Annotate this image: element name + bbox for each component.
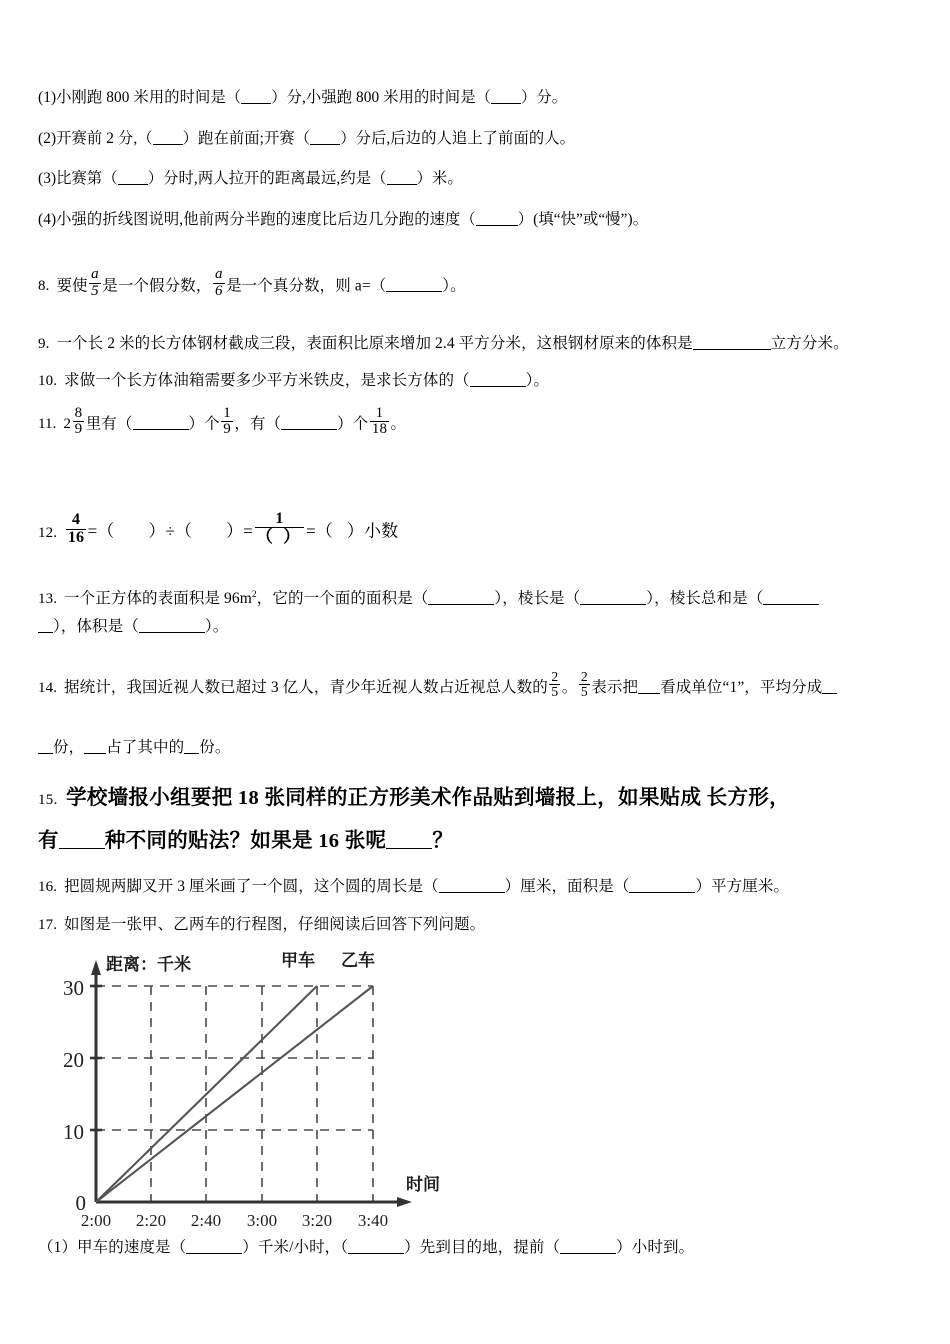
answer-blank[interactable] (139, 632, 205, 633)
answer-blank[interactable] (38, 753, 53, 754)
y-tick-label-20: 20 (63, 1047, 84, 1072)
fraction-numerator: 2 (580, 669, 588, 685)
travel-graph-figure (48, 944, 468, 1230)
mixed-number-2-8-9 (63, 406, 85, 441)
fraction-numerator: 1 (275, 510, 284, 528)
question-13-text-f: ）。 (204, 618, 229, 636)
answer-blank[interactable] (822, 693, 837, 694)
sub-question-2-text-a: (2)开赛前 2 分,（ (38, 129, 153, 147)
spacer (38, 470, 914, 514)
fraction-numerator: 1 (375, 404, 384, 421)
question-10 (38, 369, 914, 393)
question-13-text-d: ），棱长总和是（ (646, 590, 764, 608)
sub-question-3-text-a: (3)比赛第（ (38, 170, 118, 188)
question-13-text-e: ），体积是（ (53, 618, 139, 636)
question-14-separator: 。 (561, 679, 578, 697)
fraction-denominator: 6 (214, 282, 223, 299)
question-17-sub-1-text-b: ）千米/小时，（ (242, 1238, 349, 1256)
answer-blank[interactable] (310, 144, 340, 145)
answer-blank[interactable] (638, 693, 660, 694)
question-8-text-a: 要使 (56, 277, 88, 295)
question-14-text-f: 份。 (199, 739, 231, 757)
x-tick-label-2: 2:40 (190, 1210, 222, 1230)
mixed-whole-part: 2 (63, 415, 72, 432)
x-tick-label-0: 2:00 (80, 1210, 112, 1230)
question-17 (38, 913, 914, 937)
sub-question-1-text-b: ）分,小强跑 800 米用的时间是（ (271, 89, 491, 106)
question-11-text-a: 里有（ (85, 415, 133, 433)
question-12-text-b: ）÷（ (148, 521, 193, 541)
answer-blank[interactable] (763, 604, 819, 605)
fraction-a-over-6 (213, 267, 225, 299)
fraction-denominator-blank[interactable]: （ ） (255, 527, 304, 547)
sub-question-4-text-a: (4)小强的折线图说明,他前两分半跑的速度比后边几分跑的速度（ (38, 211, 476, 229)
vertical-gridlines (151, 986, 373, 1202)
sub-question-3-text-c: ）米。 (416, 170, 463, 188)
x-tick-label-4: 3:20 (301, 1210, 333, 1230)
sub-question-3 (38, 167, 914, 191)
fraction-1-over-9 (221, 406, 233, 438)
sub-question-4-text-b: ）(填“快”或“慢”)。 (517, 211, 649, 229)
x-tick-label-3: 3:00 (246, 1210, 278, 1230)
question-10-number: 10. (38, 372, 58, 389)
question-9-text-b: 立方分米。 (770, 335, 849, 353)
question-9 (38, 332, 914, 356)
horizontal-gridlines (96, 986, 373, 1130)
question-15-number: 15. (38, 792, 58, 809)
answer-blank[interactable] (186, 1253, 242, 1254)
fraction-1-over-18 (370, 406, 389, 438)
question-14-continuation (38, 736, 914, 760)
question-14-number: 14. (38, 680, 58, 697)
fraction-denominator: 5 (551, 684, 559, 700)
question-14-text-e: 占了其中的 (106, 739, 185, 757)
sub-question-1-text-a: (1)小刚跑 800 米用的时间是（ (38, 89, 242, 106)
page-content (38, 86, 914, 1274)
question-8-text-b: 是一个假分数， (102, 277, 212, 295)
fraction-numerator: 8 (74, 404, 83, 421)
question-9-number: 9. (38, 336, 50, 353)
question-10-text-b: ）。 (525, 371, 550, 389)
x-tick-label-5: 3:40 (357, 1210, 389, 1230)
question-17-sub-1-text-a: （1）甲车的速度是（ (38, 1238, 187, 1256)
answer-blank[interactable] (348, 1253, 404, 1254)
fraction-numerator: 4 (71, 511, 81, 529)
question-15-line-1: 学校墙报小组要把 18 张同样的正方形美术作品贴到墙报上，如果贴成 长方形， (66, 787, 790, 810)
x-tick-label-1: 2:20 (135, 1210, 167, 1230)
fraction-denominator: 18 (371, 420, 388, 437)
series-line-car-b (96, 986, 373, 1202)
fraction-denominator: 9 (74, 421, 83, 438)
question-14-text-b: 表示把 (591, 679, 639, 697)
x-axis-title: 时间 (406, 1174, 440, 1194)
y-tick-label-10: 10 (63, 1119, 84, 1144)
question-16-text-a: 把圆规两脚叉开 3 厘米画了一个圆，这个圆的周长是（ (64, 878, 439, 896)
question-17-sub-1-text-d: ）小时到。 (616, 1238, 695, 1256)
y-axis-title: 距离：千米 (106, 954, 191, 974)
answer-blank[interactable] (560, 1253, 616, 1254)
question-17-text: 如图是一张甲、乙两车的行程图，仔细阅读后回答下列问题。 (64, 916, 486, 934)
answer-blank[interactable] (470, 386, 526, 387)
fraction-2-over-5-first (549, 670, 560, 699)
answer-blank[interactable] (491, 103, 521, 104)
fraction-numerator: a (91, 266, 99, 283)
sub-question-1-text-c: ）分。 (520, 89, 568, 106)
fraction-numerator: 1 (223, 404, 231, 421)
answer-blank[interactable] (386, 848, 432, 849)
answer-blank[interactable] (428, 604, 494, 605)
answer-blank[interactable] (386, 291, 442, 292)
fraction-1-over-blank (255, 511, 304, 546)
answer-blank[interactable] (439, 892, 505, 893)
question-15 (38, 780, 914, 816)
question-11 (38, 404, 914, 444)
answer-blank[interactable] (84, 753, 106, 754)
sub-question-2 (38, 127, 914, 151)
travel-graph-svg (48, 944, 468, 1230)
question-16-text-b: ）厘米，面积是（ (504, 878, 630, 896)
y-tick-label-30: 30 (63, 975, 84, 1000)
fraction-denominator: 5 (580, 684, 588, 700)
question-16-text-c: ）平方厘米。 (695, 878, 790, 896)
question-11-text-c: ，有（ (234, 415, 282, 433)
question-8 (38, 266, 914, 303)
sub-question-2-text-c: ）分后,后边的人追上了前面的人。 (340, 129, 576, 147)
question-13-text-b: ，它的一个面的面积是（ (256, 590, 429, 608)
answer-blank[interactable] (629, 892, 695, 893)
question-8-number: 8. (38, 278, 50, 295)
sub-question-4 (38, 208, 914, 232)
answer-blank[interactable] (133, 429, 189, 430)
question-15-line-2 (38, 823, 914, 859)
question-13-text-a: 一个正方体的表面积是 96m (64, 590, 252, 608)
question-14 (38, 669, 914, 702)
answer-blank[interactable] (118, 184, 148, 185)
question-17-number: 17. (38, 917, 58, 934)
answer-blank[interactable] (580, 604, 646, 605)
question-12-text-a: =（ (87, 521, 115, 541)
question-12-text-c: ）= (226, 521, 253, 541)
question-12-number: 12. (38, 524, 58, 541)
fraction-a-over-5 (89, 267, 101, 299)
question-17-sub-1 (38, 1236, 914, 1260)
y-tick-label-0: 0 (75, 1190, 86, 1215)
question-13-number: 13. (38, 591, 58, 608)
question-15-text-c: ？ (432, 829, 454, 852)
fraction-denominator: 9 (223, 420, 231, 437)
series-label-car-a: 甲车 (281, 950, 315, 970)
question-9-text-a: 一个长 2 米的长方体钢材截成三段，表面积比原来增加 2.4 平方分米，这根钢材原来的体积是 (56, 335, 693, 353)
sub-question-1 (38, 86, 914, 110)
answer-blank[interactable] (281, 429, 337, 430)
fraction-8-over-9 (73, 406, 85, 438)
question-16-number: 16. (38, 879, 58, 896)
question-11-number: 11. (38, 416, 57, 433)
answer-blank[interactable] (38, 632, 53, 633)
fraction-denominator: 5 (91, 282, 99, 299)
question-8-text-c: 是一个真分数，则 a=（ (226, 277, 387, 295)
fraction-numerator: a (214, 266, 223, 283)
fraction-4-over-16 (66, 512, 86, 546)
x-axis-arrow (397, 1197, 412, 1207)
question-14-text-a: 据统计，我国近视人数已超过 3 亿人，青少年近视人数占近视总人数的 (64, 679, 548, 697)
answer-blank[interactable] (241, 103, 271, 104)
spacer (38, 249, 914, 271)
question-13 (38, 587, 914, 611)
answer-blank[interactable] (476, 225, 518, 226)
sub-question-3-text-b: ）分时,两人拉开的距离最远,约是（ (147, 170, 387, 188)
question-14-text-d: 份， (53, 739, 85, 757)
fraction-denominator: 16 (67, 528, 85, 546)
question-8-text-d: ）。 (442, 277, 466, 295)
question-12-text-d: =（ (306, 521, 333, 541)
sub-question-2-text-b: ）跑在前面;开赛（ (182, 129, 311, 147)
answer-blank[interactable] (387, 184, 417, 185)
answer-blank[interactable] (184, 753, 199, 754)
question-11-text-e: 。 (390, 415, 407, 433)
answer-blank[interactable] (59, 848, 105, 849)
series-label-car-b: 乙车 (341, 950, 375, 970)
answer-blank[interactable] (153, 144, 183, 145)
question-11-text-d: ）个 (337, 415, 369, 433)
question-16 (38, 875, 914, 899)
question-12-text-e: ）小数 (346, 521, 399, 541)
answer-blank[interactable] (693, 349, 771, 350)
question-13-text-c: ），棱长是（ (494, 590, 581, 608)
y-axis-arrow (91, 960, 101, 975)
fraction-2-over-5-second (579, 670, 590, 699)
question-13-continuation (38, 615, 914, 639)
question-17-sub-1-text-c: ）先到目的地，提前（ (404, 1238, 561, 1256)
question-11-text-b: ）个 (188, 415, 220, 433)
unit-superscript: 2 (251, 588, 257, 600)
fraction-numerator: 2 (551, 669, 559, 685)
question-10-text-a: 求做一个长方体油箱需要多少平方米铁皮，是求长方体的（ (64, 371, 470, 389)
question-14-text-c: 看成单位“1”，平均分成 (660, 679, 823, 697)
question-12 (38, 510, 914, 549)
question-15-text-b: 种不同的贴法？如果是 16 张呢 (104, 829, 387, 852)
question-15-text-a: 有 (38, 829, 59, 852)
